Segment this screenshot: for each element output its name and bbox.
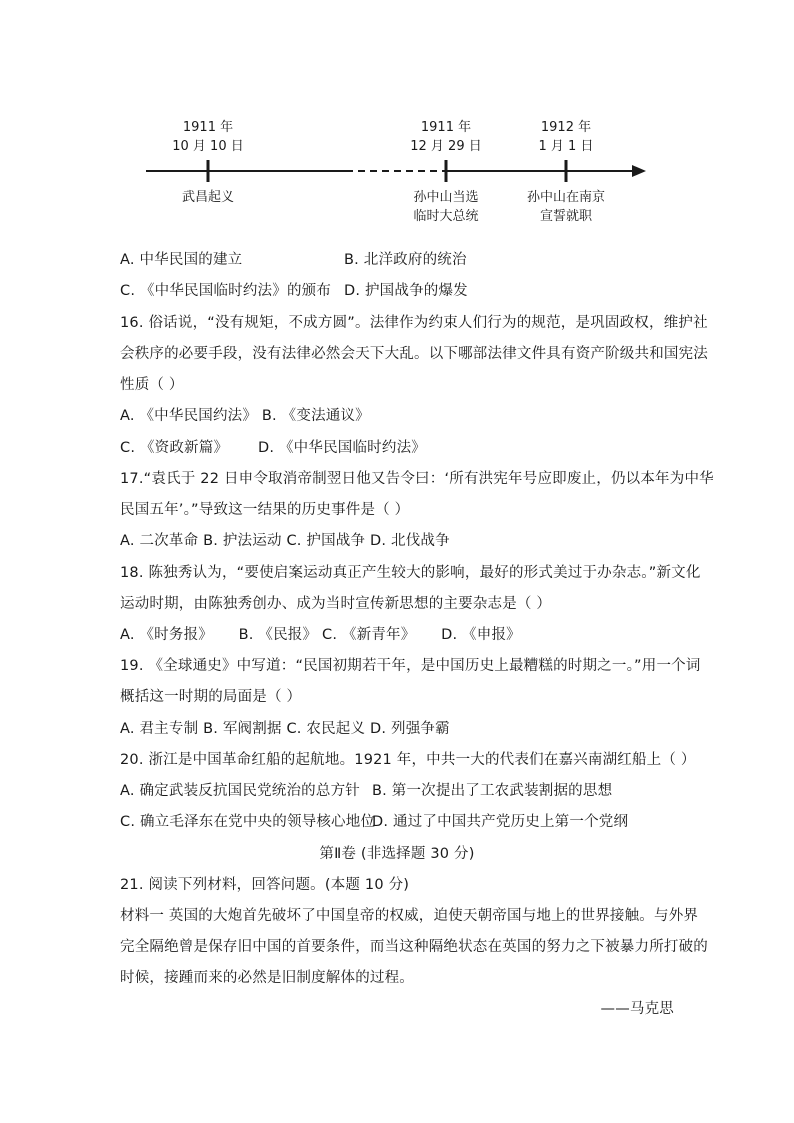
q15-option-a: A. 中华民国的建立	[120, 252, 243, 268]
q20-options-row-1	[120, 779, 360, 800]
q15-options-row-1b	[344, 248, 467, 269]
q16-option-a: A. 《中华民国约法》	[120, 408, 258, 424]
q21-material-line-3: 时候，接踵而来的必然是旧制度解体的过程。	[120, 970, 414, 986]
timeline-date-3	[524, 118, 608, 156]
timeline-day-2: 12 月 29 日	[410, 139, 482, 154]
q20-options-row-2	[120, 810, 375, 831]
q18-options-row	[120, 623, 521, 644]
q19-options: A. 君主专制 B. 军阀割据 C. 农民起义 D. 列强争霸	[120, 721, 450, 737]
timeline-date-1	[166, 118, 250, 156]
q16-option-b: B. 《变法通议》	[261, 408, 370, 424]
q20-options-row-1b	[372, 779, 612, 800]
q15-options-row-1	[120, 248, 242, 269]
timeline-arrowhead-icon	[632, 165, 646, 177]
q16-option-d: D. 《中华民国临时约法》	[258, 440, 426, 456]
timeline-year-2: 1911 年	[420, 120, 472, 135]
timeline-event-2: 孙中山当选 临时大总统	[413, 190, 479, 224]
q17-stem-line-2: 民国五年’。”导致这一结果的历史事件是（ ）	[120, 502, 410, 518]
q21-source-attribution: ——马克思	[600, 1001, 674, 1017]
q18-option-c: C. 《新青年》	[322, 627, 416, 643]
timeline-year-1: 1911 年	[182, 120, 234, 135]
q21-stem: 21. 阅读下列材料，回答问题。(本题 10 分)	[120, 877, 410, 893]
q19-stem-line-1: 19. 《全球通史》中写道：“民国初期若干年，是中国历史上最糟糕的时期之一。”用一个词	[120, 658, 701, 674]
q18-stem-line-1: 18. 陈独秀认为，“要使启案运动真正产生较大的影响，最好的形式美过于办杂志。”新文化	[120, 565, 701, 581]
q16-option-c: C. 《资政新篇》	[120, 440, 229, 456]
q15-option-c: C. 《中华民国临时约法》的颁布	[120, 283, 332, 299]
q21-material-line-2: 完全隔绝曾是保存旧中国的首要条件，而当这种隔绝状态在英国的努力之下被暴力所打破的	[120, 939, 708, 955]
q18-option-d: D. 《申报》	[441, 627, 521, 643]
q16-stem-line-1: 16. 俗话说，“没有规矩，不成方圆”。法律作为约束人们行为的规范，是巩固政权，维护社	[120, 315, 708, 331]
timeline-day-1: 10 月 10 日	[172, 139, 244, 154]
q16-options-row-2b	[258, 436, 426, 457]
section-2-title: 第Ⅱ卷 (非选择题 30 分)	[319, 846, 475, 862]
q19-stem-line-2: 概括这一时期的局面是（ ）	[120, 689, 302, 705]
q16-stem-line-2: 会秩序的必要手段，没有法律必然会天下大乱。以下哪部法律文件具有资产阶级共和国宪法	[120, 346, 708, 362]
timeline-event-3: 孙中山在南京 宣誓就职	[526, 190, 605, 224]
q15-options-row-2b	[344, 279, 468, 300]
q20-option-a: A. 确定武装反抗国民党统治的总方针	[120, 783, 360, 799]
q20-stem: 20. 浙江是中国革命红船的起航地。1921 年，中共一大的代表们在嘉兴南湖红船上（ ）	[120, 752, 696, 768]
q16-stem-line-3: 性质（ ）	[120, 377, 184, 393]
timeline-day-3: 1 月 1 日	[538, 139, 594, 154]
timeline-date-2	[404, 118, 488, 156]
q20-options-row-2b	[372, 810, 628, 831]
q21-material-line-1: 材料一 英国的大炮首先破坏了中国皇帝的权威，迫使天朝帝国与地上的世界接触。与外界	[120, 908, 699, 924]
timeline-year-3: 1912 年	[540, 120, 592, 135]
q17-stem-line-1: 17.“袁氏于 22 日申令取消帝制翌日他又告令曰：‘所有洪宪年号应即废止，仍以本年为中华	[120, 471, 714, 487]
timeline-figure	[140, 110, 660, 240]
q18-option-b: B. 《民报》	[238, 627, 318, 643]
q18-option-a: A. 《时务报》	[120, 627, 213, 643]
q15-option-d: D. 护国战争的爆发	[344, 283, 468, 299]
timeline-event-1: 武昌起义	[181, 190, 234, 205]
q16-options-row-1	[120, 404, 370, 425]
q15-option-b: B. 北洋政府的统治	[344, 252, 467, 268]
q20-option-c: C. 确立毛泽东在党中央的领导核心地位	[120, 814, 376, 830]
q18-stem-line-2: 运动时期，由陈独秀创办、成为当时宣传新思想的主要杂志是（ ）	[120, 596, 552, 612]
q15-options-row-2	[120, 279, 331, 300]
q17-options: A. 二次革命 B. 护法运动 C. 护国战争 D. 北伐战争	[120, 533, 450, 549]
q16-options-row-2	[120, 436, 228, 457]
q20-option-d: D. 通过了中国共产党历史上第一个党纲	[372, 814, 629, 830]
q20-option-b: B. 第一次提出了工农武装割据的思想	[372, 783, 613, 799]
